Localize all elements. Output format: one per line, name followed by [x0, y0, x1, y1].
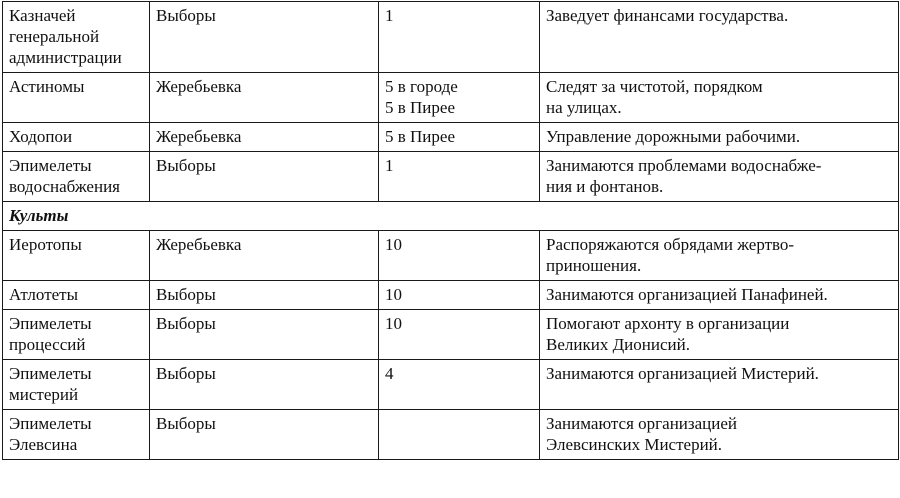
selection-method: Выборы: [156, 6, 216, 25]
duty-cell: [540, 123, 899, 152]
selection-method: Выборы: [156, 156, 216, 175]
selection-method-cell: [150, 231, 379, 281]
office-title-cell: [3, 310, 150, 360]
duty-line: Элевсинских Мистерий.: [546, 435, 723, 454]
member-count-cell: [379, 281, 540, 310]
selection-method-cell: [150, 73, 379, 123]
duty-line: Следят за чистотой, порядком: [546, 77, 763, 96]
office-title-line: генеральной: [9, 27, 100, 46]
member-count-cell: [379, 123, 540, 152]
selection-method: Выборы: [156, 285, 216, 304]
selection-method-cell: [150, 281, 379, 310]
table-row: [3, 73, 899, 123]
selection-method: Выборы: [156, 414, 216, 433]
magistrates-table: [2, 1, 899, 460]
duty-cell: [540, 231, 899, 281]
office-title-cell: [3, 152, 150, 202]
office-title-line: Эпимелеты: [9, 314, 92, 333]
duty-line: Занимаются проблемами водоснабже-: [546, 156, 822, 175]
member-count: 10: [385, 235, 402, 254]
office-title-line: Элевсина: [9, 435, 78, 454]
selection-method: Жеребьевка: [156, 77, 242, 96]
selection-method-cell: [150, 310, 379, 360]
duty-cell: [540, 410, 899, 460]
duty-line: Занимаются организацией: [546, 414, 737, 433]
office-title-line: Эпимелеты: [9, 156, 92, 175]
duty-line: приношения.: [546, 256, 642, 275]
office-title-cell: [3, 73, 150, 123]
member-count-cell: [379, 310, 540, 360]
table-row: [3, 410, 899, 460]
member-count: 10: [385, 285, 402, 304]
duty-line: Помогают архонту в организации: [546, 314, 790, 333]
selection-method: Выборы: [156, 364, 216, 383]
selection-method-cell: [150, 410, 379, 460]
duty-cell: [540, 152, 899, 202]
member-count: 5 в городе: [385, 77, 458, 96]
member-count-cell: [379, 152, 540, 202]
office-title-cell: [3, 231, 150, 281]
member-count: 5 в Пирее: [385, 127, 455, 146]
duty-line: Управление дорожными рабочими.: [546, 127, 801, 146]
section-row: [3, 202, 899, 231]
duty-cell: [540, 2, 899, 73]
office-title-cell: [3, 410, 150, 460]
duty-line: Заведует финансами государства.: [546, 6, 789, 25]
duty-cell: [540, 281, 899, 310]
duty-cell: [540, 360, 899, 410]
member-count: 1: [385, 156, 394, 175]
member-count: 4: [385, 364, 394, 383]
table-row: [3, 310, 899, 360]
office-title-line: мистерий: [9, 385, 79, 404]
member-count-cell: [379, 73, 540, 123]
office-title-line: Эпимелеты: [9, 414, 92, 433]
table-body: [3, 2, 899, 460]
selection-method-cell: [150, 123, 379, 152]
duty-line: Великих Дионисий.: [546, 335, 690, 354]
duty-line: Занимаются организацией Мистерий.: [546, 364, 819, 383]
table-row: [3, 281, 899, 310]
table-row: [3, 2, 899, 73]
duty-cell: [540, 310, 899, 360]
selection-method-cell: [150, 152, 379, 202]
table-row: [3, 231, 899, 281]
office-title-line: процессий: [9, 335, 86, 354]
office-title-line: Атлотеты: [9, 285, 79, 304]
member-count-cell: [379, 360, 540, 410]
office-title-line: Казначей: [9, 6, 76, 25]
table-row: [3, 123, 899, 152]
selection-method-cell: [150, 360, 379, 410]
office-title-line: Иеротопы: [9, 235, 82, 254]
duty-line: Распоряжаются обрядами жертво-: [546, 235, 795, 254]
office-title-line: Эпимелеты: [9, 364, 92, 383]
office-title-cell: [3, 2, 150, 73]
duty-line: на улицах.: [546, 98, 622, 117]
member-count: 1: [385, 6, 394, 25]
table-row: [3, 360, 899, 410]
office-title-line: Ходопои: [9, 127, 73, 146]
member-count: 5 в Пирее: [385, 98, 455, 117]
duty-line: ния и фонтанов.: [546, 177, 664, 196]
duty-line: Занимаются организацией Панафиней.: [546, 285, 828, 304]
member-count: 10: [385, 314, 402, 333]
office-title-line: водоснабжения: [9, 177, 120, 196]
member-count-cell: [379, 2, 540, 73]
member-count-cell: [379, 231, 540, 281]
member-count-cell: [379, 410, 540, 460]
selection-method: Выборы: [156, 314, 216, 333]
office-title-cell: [3, 360, 150, 410]
table-row: [3, 152, 899, 202]
selection-method: Жеребьевка: [156, 127, 242, 146]
duty-cell: [540, 73, 899, 123]
office-title-cell: [3, 123, 150, 152]
office-title-cell: [3, 281, 150, 310]
section-heading: Культы: [3, 202, 899, 231]
selection-method: Жеребьевка: [156, 235, 242, 254]
selection-method-cell: [150, 2, 379, 73]
office-title-line: Астиномы: [9, 77, 85, 96]
office-title-line: администрации: [9, 48, 122, 67]
